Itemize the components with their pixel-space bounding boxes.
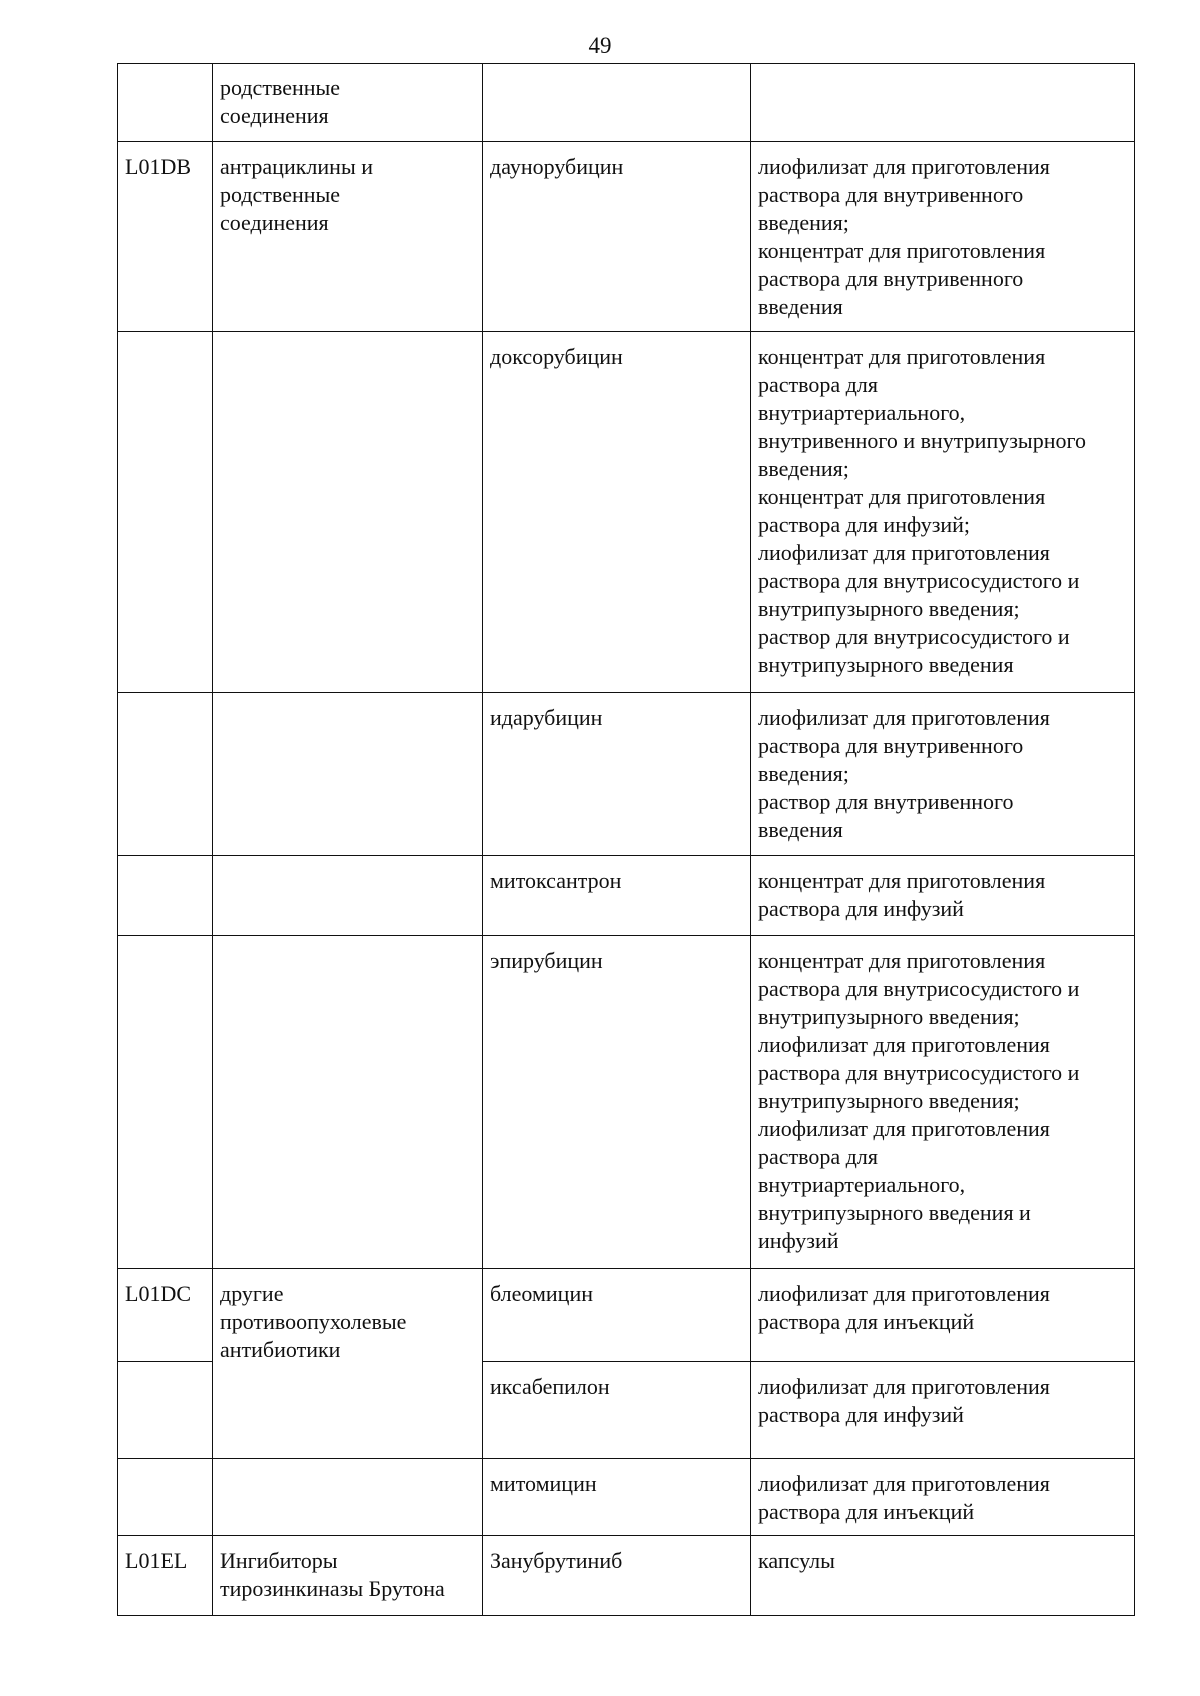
dosage-form-cell: лиофилизат для приготовления раствора для внутривенного введения; концентрат для приготовления раствора для внутривенного введения	[751, 142, 1135, 332]
dosage-form-cell: концентрат для приготовления раствора для внутриартериального, внутривенного и внутрипузырного введения; концентрат для приготовления раствора для инфузий; лиофилизат для приготовления раствора для внутрисосудистого и внутрипузырного введения; раствор для внутрисосудистого и внутрипузырного введения	[751, 332, 1135, 693]
atc-code-cell	[118, 332, 213, 693]
atc-code-cell	[118, 693, 213, 856]
drug-cell: митоксантрон	[483, 856, 751, 936]
table-row	[118, 64, 1135, 142]
drug-cell: блеомицин	[483, 1269, 751, 1362]
drug-cell: Занубрутиниб	[483, 1536, 751, 1616]
atc-code-cell: L01EL	[118, 1536, 213, 1616]
drug-cell: доксорубицин	[483, 332, 751, 693]
drug-cell: эпирубицин	[483, 936, 751, 1269]
group-cell: антрациклины и родственные соединения	[213, 142, 483, 332]
dosage-form-cell: концентрат для приготовления раствора для внутрисосудистого и внутрипузырного введения; лиофилизат для приготовления раствора для внутрисосудистого и внутрипузырного введения; лиофилизат для приготовления раствора для внутриартериального, внутрипузырного введения и инфузий	[751, 936, 1135, 1269]
dosage-form-cell: капсулы	[751, 1536, 1135, 1616]
table-row	[118, 1269, 1135, 1362]
table-row	[118, 332, 1135, 693]
drug-cell: идарубицин	[483, 693, 751, 856]
atc-code-cell: L01DC	[118, 1269, 213, 1362]
atc-code-cell	[118, 1459, 213, 1536]
dosage-form-cell: лиофилизат для приготовления раствора для инъекций	[751, 1269, 1135, 1362]
group-cell	[213, 332, 483, 693]
drug-cell	[483, 64, 751, 142]
dosage-form-cell: лиофилизат для приготовления раствора для инъекций	[751, 1459, 1135, 1536]
group-cell	[213, 856, 483, 936]
table-row	[118, 693, 1135, 856]
atc-code-cell	[118, 936, 213, 1269]
group-cell: Ингибиторы тирозинкиназы Брутона	[213, 1536, 483, 1616]
atc-code-cell	[118, 1362, 213, 1459]
group-cell	[213, 693, 483, 856]
group-cell	[213, 1459, 483, 1536]
group-cell: другие противоопухолевые антибиотики	[213, 1269, 483, 1459]
dosage-form-cell: концентрат для приготовления раствора для инфузий	[751, 856, 1135, 936]
dosage-form-cell: лиофилизат для приготовления раствора для внутривенного введения; раствор для внутривенного введения	[751, 693, 1135, 856]
atc-code-cell	[118, 856, 213, 936]
atc-code-cell	[118, 64, 213, 142]
drug-cell: митомицин	[483, 1459, 751, 1536]
dosage-form-cell	[751, 64, 1135, 142]
atc-code-cell: L01DB	[118, 142, 213, 332]
table-row	[118, 1536, 1135, 1616]
drug-cell: иксабепилон	[483, 1362, 751, 1459]
dosage-form-cell: лиофилизат для приготовления раствора для инфузий	[751, 1362, 1135, 1459]
group-cell: родственные соединения	[213, 64, 483, 142]
group-cell	[213, 936, 483, 1269]
page-number: 49	[588, 33, 612, 58]
table-row	[118, 1459, 1135, 1536]
table-row	[118, 936, 1135, 1269]
table-row	[118, 856, 1135, 936]
table-row	[118, 142, 1135, 332]
drug-classification-table	[117, 63, 1135, 1616]
drug-cell: даунорубицин	[483, 142, 751, 332]
